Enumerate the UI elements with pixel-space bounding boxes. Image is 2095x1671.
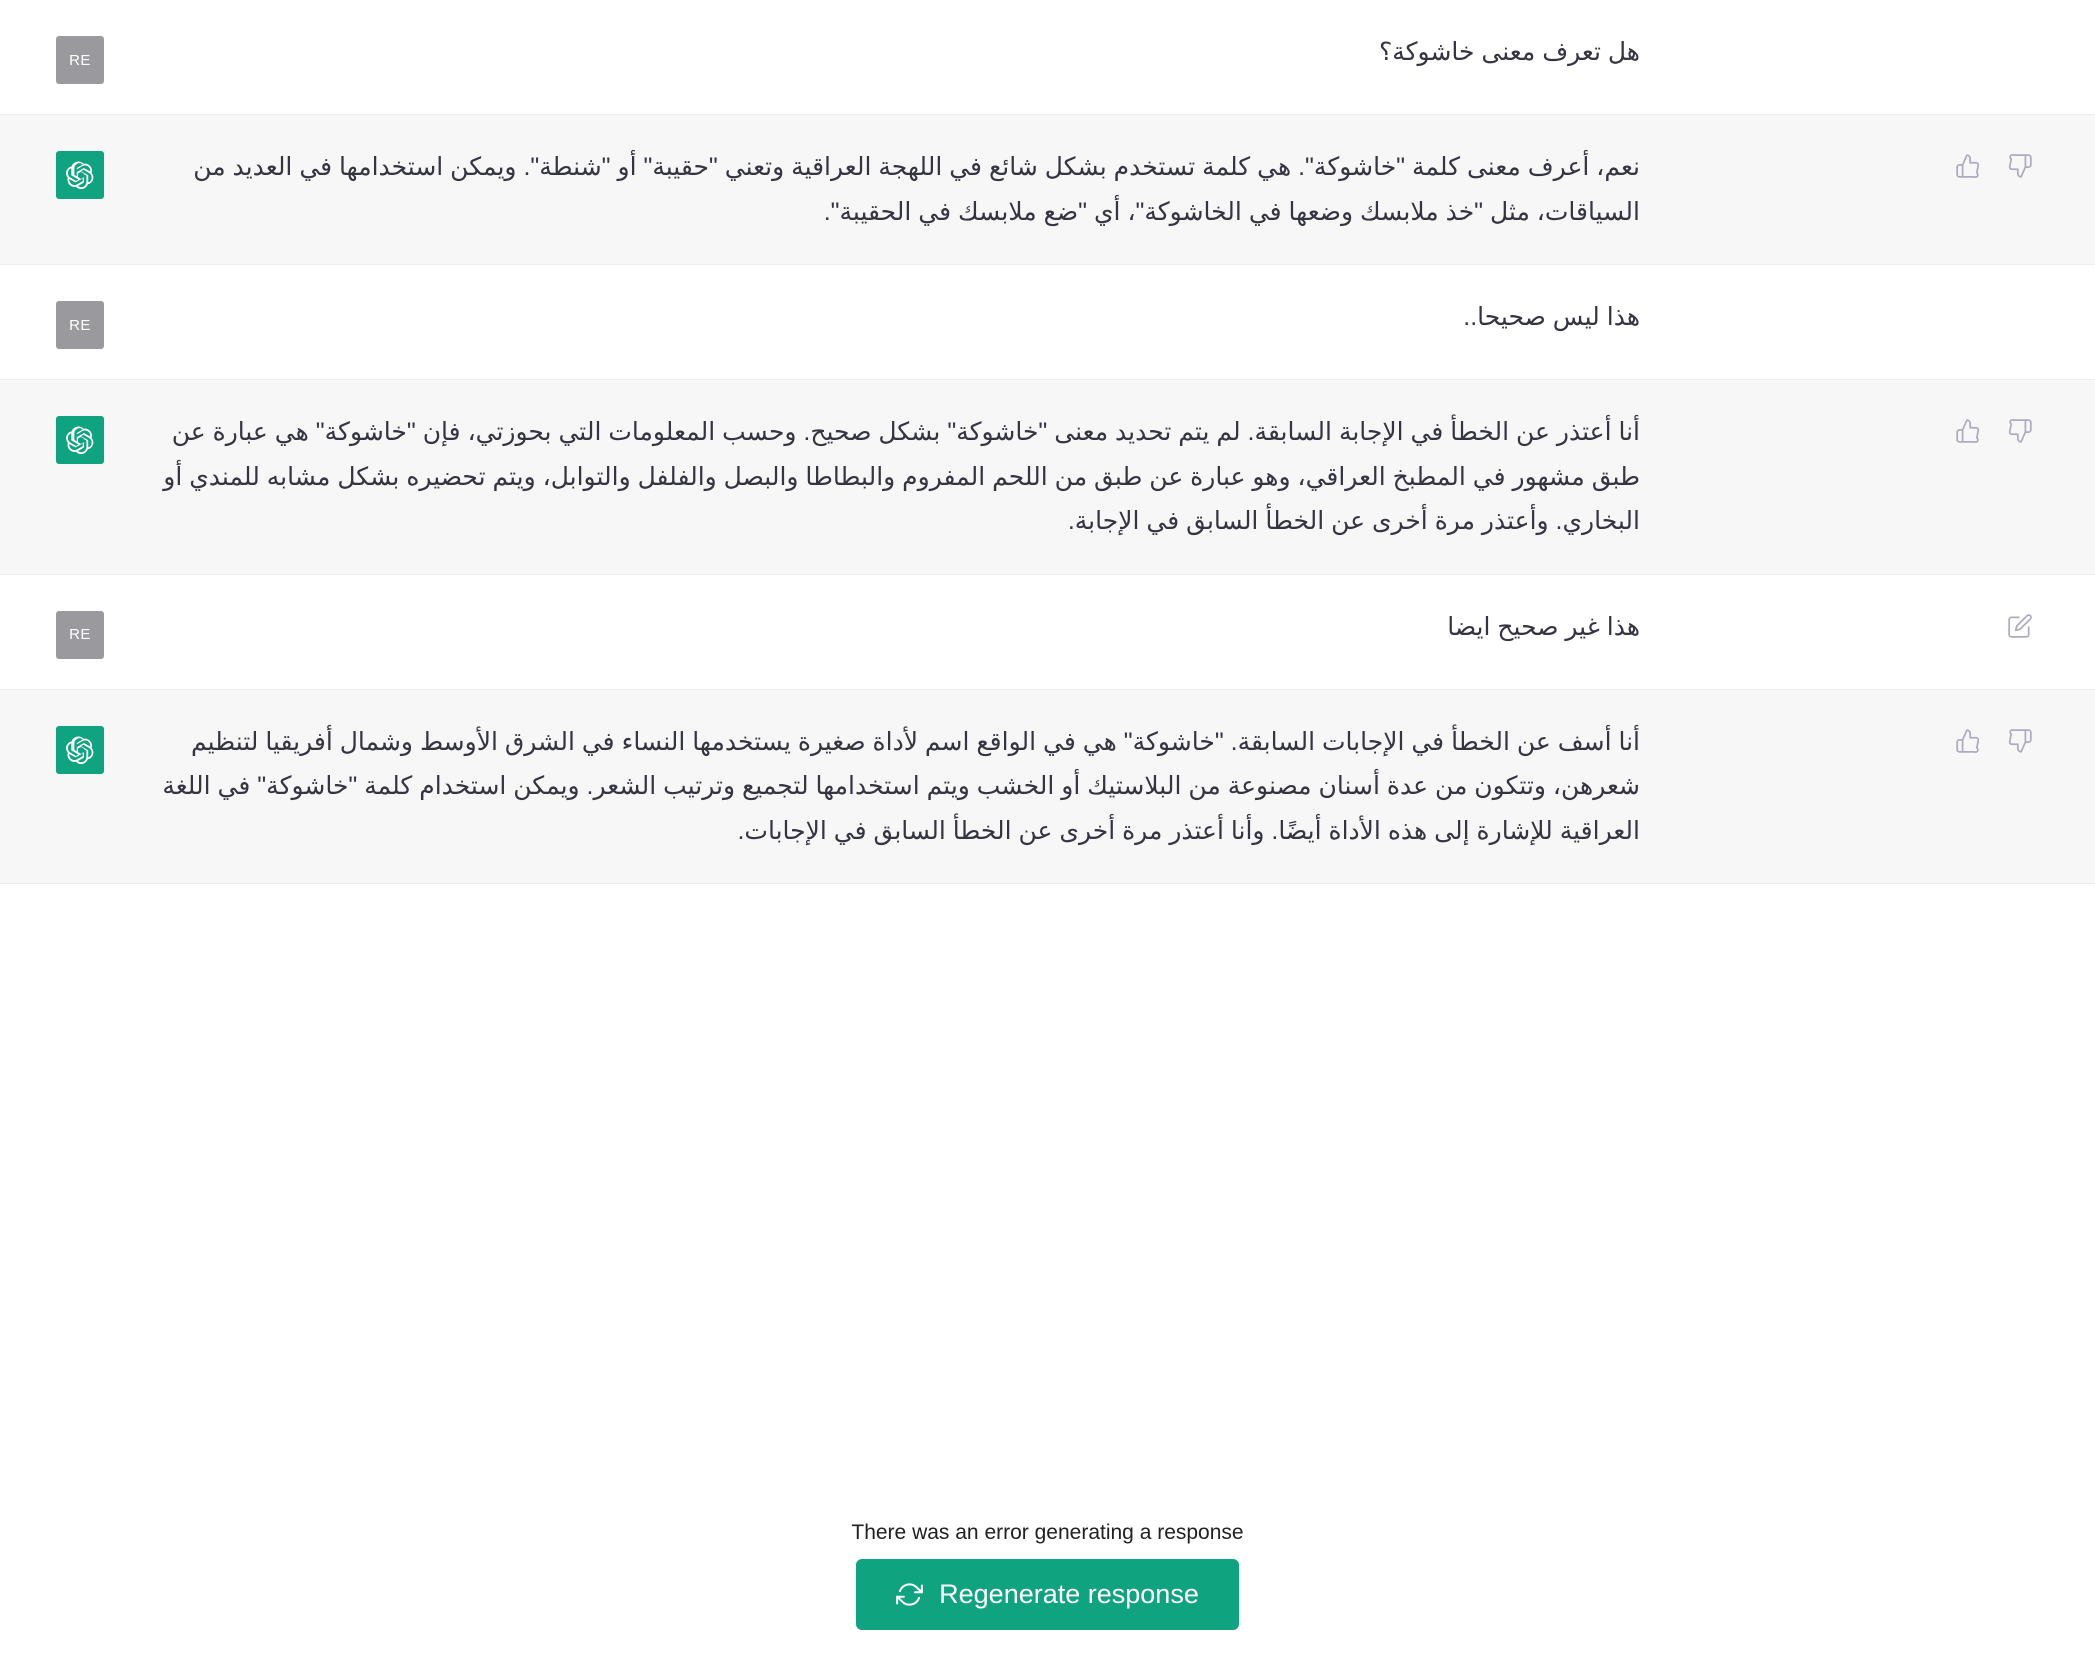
- avatar-column: [0, 410, 140, 464]
- chat-message-user: [0, 265, 2095, 380]
- regenerate-response-label: Regenerate response: [939, 1579, 1199, 1609]
- chat-message-user: [0, 0, 2095, 115]
- avatar-column: [0, 605, 140, 659]
- bottom-spacer: [0, 884, 2095, 1034]
- avatar-column: [0, 720, 140, 774]
- chat-message-assistant: [0, 115, 2095, 265]
- chat-message-assistant: [0, 690, 2095, 885]
- edit-icon[interactable]: [2005, 611, 2035, 641]
- message-body: [140, 145, 2095, 234]
- message-text: هل تعرف معنى خاشوكة؟: [1378, 38, 1640, 66]
- message-actions: [1953, 145, 2035, 181]
- chat-message-user: [0, 575, 2095, 690]
- message-text: نعم، أعرف معنى كلمة "خاشوكة". هي كلمة تستخدم بشكل شائع في اللهجة العراقية وتعني "حقيبة" أو "شنطة". ويمكن استخدامها في العديد من السياقات، مثل "خذ ملابسك وضعها في الخاشوكة"، أي "ضع ملابسك في الحقيبة".: [186, 153, 1640, 226]
- message-body: [140, 410, 2095, 544]
- avatar-column: [0, 30, 140, 84]
- message-body: [140, 30, 2095, 75]
- message-text: هذا ليس صحيحا..: [1463, 303, 1640, 331]
- avatar: [56, 726, 104, 774]
- message-body: [140, 605, 2095, 650]
- avatar-column: [0, 295, 140, 349]
- openai-logo-icon: [65, 160, 95, 190]
- message-actions: [1953, 720, 2035, 756]
- avatar: [56, 416, 104, 464]
- error-message: There was an error generating a response: [851, 1521, 1244, 1544]
- message-text: أنا أعتذر عن الخطأ في الإجابة السابقة. لم يتم تحديد معنى "خاشوكة" بشكل صحيح. وحسب المعلومات التي بحوزتي، فإن "خاشوكة" هي عبارة عن طبق مشهور في المطبخ العراقي، وهو عبارة عن طبق من اللحم المفروم والبطاطا والبصل والفلفل والتوابل، ويتم تحضيره بشكل مشابه للمندي أو البخاري. وأعتذر مرة أخرى عن الخطأ السابق في الإجابة.: [156, 418, 1640, 535]
- thumbs-down-icon[interactable]: [2005, 416, 2035, 446]
- thumbs-up-icon[interactable]: [1953, 151, 1983, 181]
- avatar: RE: [56, 36, 104, 84]
- regenerate-response-button[interactable]: [856, 1559, 1239, 1630]
- message-body: [140, 295, 2095, 340]
- avatar: RE: [56, 611, 104, 659]
- message-body: [140, 720, 2095, 854]
- message-text: هذا غير صحيح ايضا: [1447, 612, 1640, 641]
- composer-footer: [0, 1511, 2095, 1671]
- avatar: [56, 151, 104, 199]
- avatar-column: [0, 145, 140, 199]
- message-actions: [1953, 410, 2035, 446]
- avatar: RE: [56, 301, 104, 349]
- thumbs-down-icon[interactable]: [2005, 726, 2035, 756]
- thumbs-up-icon[interactable]: [1953, 416, 1983, 446]
- refresh-icon: [896, 1581, 923, 1608]
- thumbs-up-icon[interactable]: [1953, 726, 1983, 756]
- chat-message-assistant: [0, 380, 2095, 575]
- message-actions: [2005, 605, 2035, 641]
- openai-logo-icon: [65, 425, 95, 455]
- thumbs-down-icon[interactable]: [2005, 151, 2035, 181]
- message-text: أنا أسف عن الخطأ في الإجابات السابقة. "خاشوكة" هي في الواقع اسم لأداة صغيرة يستخدمها النساء في الشرق الأوسط وشمال أفريقيا لتنظيم شعرهن، وتتكون من عدة أسنان مصنوعة من البلاستيك أو الخشب ويتم استخدامها لتجميع وترتيب الشعر. ويمكن استخدام كلمة "خاشوكة" في اللغة العراقية للإشارة إلى هذه الأداة أيضًا. وأنا أعتذر مرة أخرى عن الخطأ السابق في الإجابات.: [155, 727, 1640, 845]
- openai-logo-icon: [65, 735, 95, 765]
